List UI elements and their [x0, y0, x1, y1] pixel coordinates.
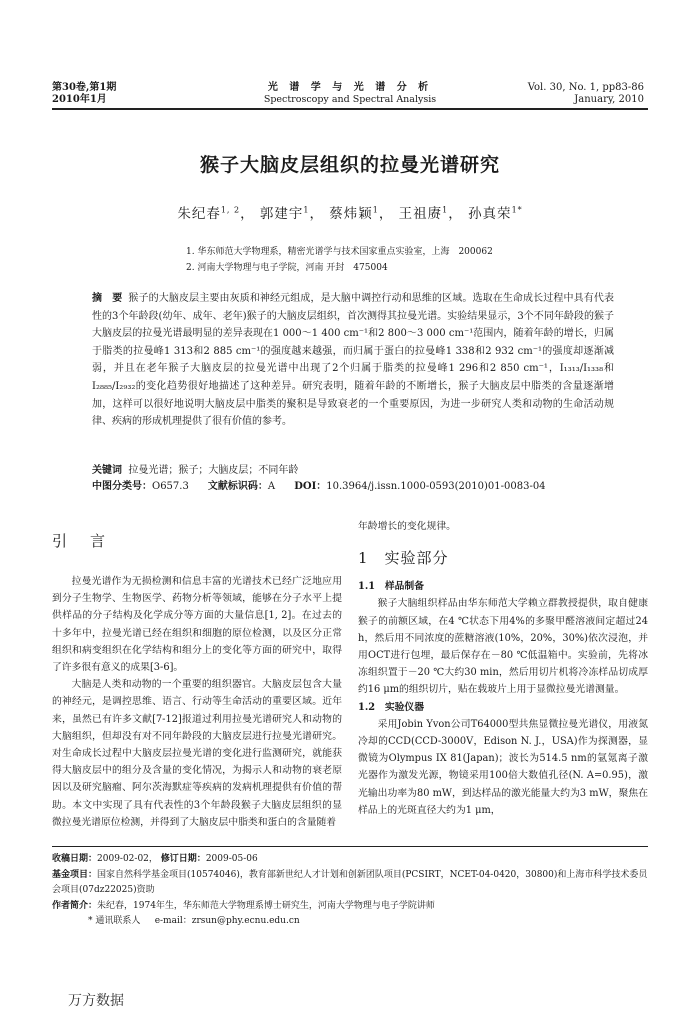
subsection-1-2-text: 采用Jobin Yvon公司T64000型共焦显微拉曼光谱仪，用液氮冷却的CCD(CCD-3000V，Edison N. J.，USA)作为探测器，显微镜为Olympus IX 81(Japan)；波长为514.5 nm的氩氪离子激光器作为激发光源，物镜采用100倍大数值孔径(N. A=0.95)，激光输出功率为80 mW，到达样品的激光能量大约为3 mW，聚焦在样品上的光斑直径大约为1 μm，	[358, 718, 648, 816]
abstract-text: 猴子的大脑皮层主要由灰质和神经元组成，是大脑中调控行动和思维的区域。选取在生命成长过程中具有代表性的3个年龄段(幼年、成年、老年)猴子的大脑皮层组织，首次测得其拉曼光谱。实验结果显示，3个不同年龄段的猴子大脑皮层的拉曼光谱最明显的差异表现在1 000～1 400 cm⁻¹和2 800～3 000 cm⁻¹范围内，随着年龄的增长，归属于脂类的拉曼峰1 313和2 885 cm⁻¹的强度越来越强，而归属于蛋白的拉曼峰1 338和2 932 cm⁻¹的强度却逐渐减弱，并且在老年猴子大脑皮层的拉曼光谱中出现了2个归属于脂类的拉曼峰1 296和2 850 cm⁻¹，I₁₃₁₃/I₁₃₃₈和I₂₈₈₅/I₂₉₃₂的变化趋势很好地描述了这种差异。研究表明，随着年龄的不断增长，猴子大脑皮层中脂类的含量逐渐增加，这样可以很好地说明大脑皮层中脂类的聚积是导致衰老的一个重要原因，为进一步研究人类和动物的生命活动规律、疾病的形成机理提供了很有价值的参考。	[92, 293, 615, 428]
author-name: 蔡炜颖	[329, 206, 373, 222]
author-name: 王祖赓	[398, 206, 443, 222]
keywords-text: 拉曼光谱；猴子；大脑皮层；不同年龄	[128, 465, 299, 476]
author-bio-text: 朱纪春，1974年生，华东师范大学物理系博士研究生，河南大学物理与电子学院讲师	[97, 900, 435, 911]
author-name: 孙真荣	[468, 206, 512, 222]
keywords-label: 关键词	[92, 465, 122, 476]
abstract	[92, 290, 614, 431]
keywords-block	[92, 463, 614, 495]
journal-title-en: Spectroscopy and Spectral Analysis	[263, 94, 437, 105]
left-column	[52, 530, 342, 831]
author-affil-mark: 1	[303, 205, 310, 215]
paper-title: 猴子大脑皮层组织的拉曼光谱研究	[199, 154, 500, 176]
journal-citation	[528, 82, 644, 106]
author-affil-mark: 1*	[511, 205, 523, 215]
intro-heading: 引 言	[52, 532, 110, 550]
received-date: 2009-02-02，	[97, 854, 158, 864]
doc-code-value: A	[267, 481, 276, 492]
issue-date: 2010年1月	[52, 94, 107, 105]
section-1-heading: 1 实验部分	[358, 549, 449, 568]
contact-label: * 通讯联系人	[88, 916, 141, 926]
affiliation-2: 2. 河南大学物理与电子学院，河南 开封 475004	[186, 263, 388, 273]
vol-pages: Vol. 30, No. 1, pp83-86	[527, 82, 644, 93]
doc-code-label: 文献标识码：	[207, 481, 268, 492]
clc-label: 中图分类号：	[92, 481, 152, 492]
watermark: 万方数据	[68, 993, 124, 1009]
subsection-1-1-heading: 1.1 样品制备	[358, 581, 425, 593]
affiliation-1: 1. 华东师范大学物理系，精密光谱学与技术国家重点实验室，上海 200062	[186, 247, 493, 257]
footnote-rule	[52, 846, 648, 847]
revised-label: 修订日期：	[160, 854, 206, 864]
footnotes	[52, 852, 648, 930]
doi-label: DOI：	[294, 481, 327, 492]
volume-issue: 第30卷,第1期	[52, 82, 117, 93]
author-affil-mark: 1	[442, 205, 449, 215]
fund-text: 国家自然科学基金项目(10574046)，教育部新世纪人才计划和创新团队项目(PCSIRT，NCET-04-0420，30800)和上海市科学技术委员会项目(07dz22025)资助	[52, 869, 648, 895]
subsection-1-2-heading: 1.2 实验仪器	[358, 701, 425, 713]
author-affil-mark: 1, 2	[220, 205, 241, 215]
intro-paragraph-1: 拉曼光谱作为无损检测和信息丰富的光谱技术已经广泛地应用到分子生物学、生物医学、药物分析等领域，能够在分子水平上提供样品的分子结构及化学成分等方面的大量信息[1, 2]。在过去的十多年中，拉曼光谱已经在组织和细胞的原位检测，以及区分正常组织和病变组织在化学结构和组分上的变化等方面的研究中，取得了许多很有意义的成果[3-6]。	[52, 576, 342, 674]
clc-value: O657.3	[152, 481, 189, 492]
received-dates	[52, 852, 648, 868]
author-name: 郭建宇	[259, 206, 304, 222]
intro-paragraph-2: 大脑是人类和动物的一个重要的组织器官。大脑皮层包含大量的神经元，是调控思维、语言、行动等生命活动的重要区域。近年来，虽然已有许多文献[7-12]报道过利用拉曼光谱研究人和动物的大脑组织，但却没有对不同年龄段的大脑皮层进行拉曼光谱研究。对生命成长过程中大脑皮层拉曼光谱的变化进行监测研究，就能获得大脑皮层中的组分及含量的变化情况，为揭示人和动物的衰老原因以及研究脑瘤、阿尔茨海默症等疾病的发病机理提供有价值的帮助。本文中实现了具有代表性的3个年龄段猴子大脑皮层组织的显微拉曼光谱原位检测，并得到了大脑皮层中脂类和蛋白的含量随着	[52, 679, 342, 828]
revised-date: 2009-05-06	[205, 854, 258, 864]
right-column	[358, 518, 648, 819]
abstract-label: 摘 要	[92, 293, 123, 304]
received-label: 收稿日期：	[52, 854, 98, 864]
subsection-1-1-text: 猴子大脑组织样品由华东师范大学赖立群教授提供，取自健康猴子的前额区域，在4 ℃状态下用4%的多聚甲醛溶液间定超过24 h，然后用不同浓度的蔗糖溶液(10%，20%，30%)依次浸泡，并用OCT进行包埋，最后保存在－80 ℃低温箱中。实验前，先将冰冻组织置于－20 ℃大约30 min，然后用切片机将冷冻样品切成厚约16 μm的组织切片，贴在载玻片上用于显微拉曼光谱测量。	[358, 598, 648, 696]
funding	[52, 868, 648, 899]
classification-line	[92, 479, 614, 495]
doi-value: 10.3964/j.issn.1000-0593(2010)01-0083-04	[326, 481, 546, 492]
header-rule	[52, 108, 648, 110]
journal-title-zh: 光 谱 学 与 光 谱 分 析	[267, 82, 433, 93]
author-affil-mark: 1	[372, 205, 379, 215]
author-bio	[52, 899, 648, 915]
corresponding-author	[52, 914, 648, 930]
affiliations	[186, 244, 493, 276]
author-list: 朱纪春$^{1, 2}$， 郭建宇$^1$， 蔡炜颖$^1$， 王祖赓$^1$， 孙真荣$^{1*}$	[177, 205, 523, 222]
publication-month: January, 2010	[574, 94, 644, 105]
contact-email: e-mail：zrsun@phy.ecnu.edu.cn	[154, 916, 300, 926]
fund-label: 基金项目：	[52, 869, 98, 880]
author-bio-label: 作者简介：	[52, 900, 98, 911]
author-name: 朱纪春	[177, 206, 221, 222]
intro-continuation: 年龄增长的变化规律。	[358, 521, 456, 532]
